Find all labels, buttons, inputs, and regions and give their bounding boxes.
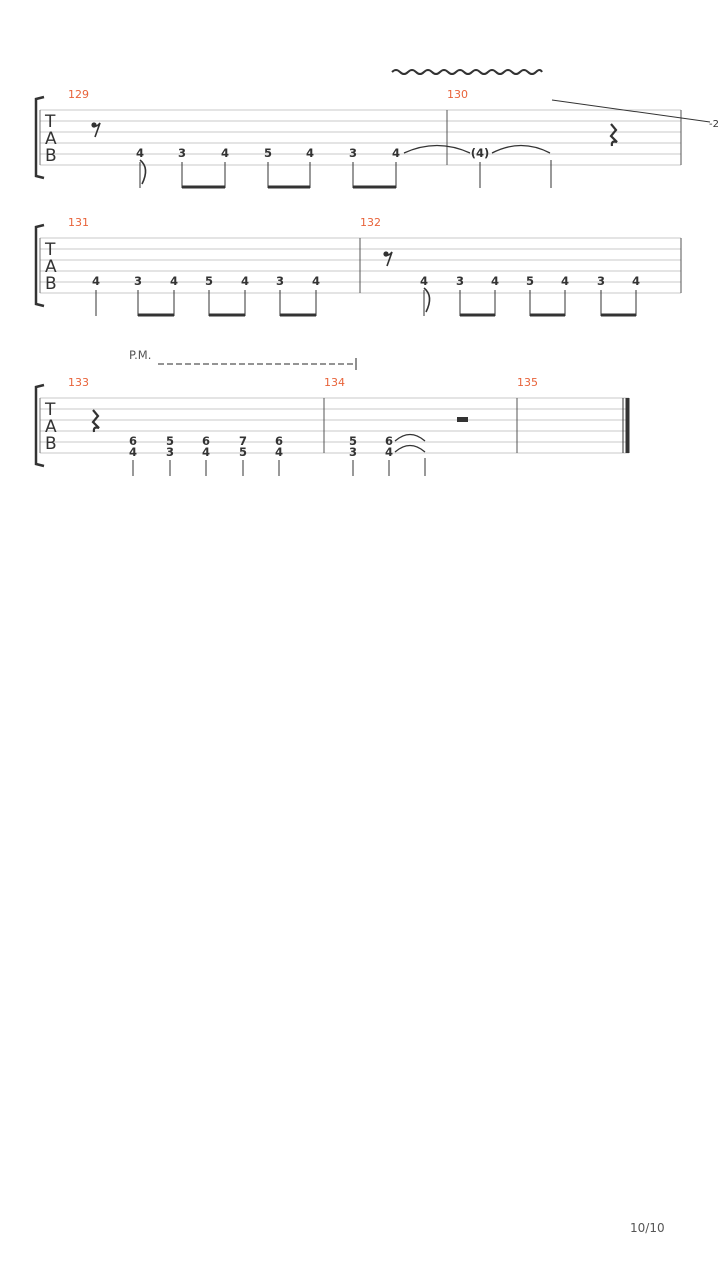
palm-mute-label: P.M.	[129, 348, 152, 362]
fret-number: 3	[133, 274, 143, 288]
half-rest	[457, 417, 468, 422]
fret-number: 4	[135, 146, 145, 160]
eighth-rest	[383, 251, 392, 266]
fret-number: 4	[274, 445, 284, 459]
tab-letter-a: A	[45, 129, 57, 149]
whammy-bar-line	[552, 100, 710, 122]
tab-letter-a: A	[45, 257, 57, 277]
tie	[404, 146, 470, 154]
system-2	[36, 216, 681, 316]
tab-letter-b: B	[45, 146, 57, 166]
fret-number: 5	[263, 146, 273, 160]
fret-number: 3	[177, 146, 187, 160]
note-stems	[140, 160, 396, 188]
fret-number: 3	[596, 274, 606, 288]
measure-number: 129	[68, 88, 89, 101]
eighth-rest	[91, 122, 100, 137]
fret-number: 4	[201, 445, 211, 459]
fret-number: 4	[311, 274, 321, 288]
tie	[395, 435, 425, 442]
system-3	[36, 348, 630, 476]
fret-number: 4	[220, 146, 230, 160]
note-stems	[353, 458, 425, 476]
tab-letter-t: T	[45, 400, 56, 420]
fret-number: 4	[305, 146, 315, 160]
fret-number: 4	[384, 445, 394, 459]
fret-number: 3	[348, 146, 358, 160]
fret-number: 4	[169, 274, 179, 288]
fret-number: 4	[91, 274, 101, 288]
whammy-bar-value: -2	[709, 119, 719, 130]
system-1	[36, 70, 719, 188]
fret-number: 4	[240, 274, 250, 288]
fret-number: 3	[165, 445, 175, 459]
fret-number: 4	[391, 146, 401, 160]
note-stems	[96, 290, 316, 316]
fret-number: 7	[238, 434, 248, 448]
measure-number: 131	[68, 216, 89, 229]
final-barline-thick	[626, 398, 630, 453]
fret-number: 5	[525, 274, 535, 288]
fret-number: 6	[128, 434, 138, 448]
tab-letter-a: A	[45, 417, 57, 437]
fret-number: 5	[348, 434, 358, 448]
fret-number: 5	[204, 274, 214, 288]
tab-letter-t: T	[45, 240, 56, 260]
quarter-rest	[93, 410, 99, 432]
page-number: 10/10	[630, 1221, 665, 1235]
measure-number: 133	[68, 376, 89, 389]
fret-number: (4)	[470, 146, 490, 160]
fret-number: 4	[128, 445, 138, 459]
tab-letter-b: B	[45, 274, 57, 294]
vibrato-marking	[392, 70, 542, 74]
measure-number: 135	[517, 376, 538, 389]
tie	[492, 146, 550, 154]
note-stems	[133, 460, 279, 476]
fret-number: 6	[274, 434, 284, 448]
measure-number: 134	[324, 376, 345, 389]
fret-number: 3	[455, 274, 465, 288]
tab-letter-t: T	[45, 112, 56, 132]
measure-number: 132	[360, 216, 381, 229]
fret-number: 4	[419, 274, 429, 288]
fret-number: 4	[490, 274, 500, 288]
fret-number: 3	[275, 274, 285, 288]
measure-number: 130	[447, 88, 468, 101]
tie	[395, 446, 425, 453]
fret-number: 6	[384, 434, 394, 448]
note-stems	[424, 288, 636, 316]
fret-number: 5	[165, 434, 175, 448]
fret-number: 4	[560, 274, 570, 288]
fret-number: 3	[348, 445, 358, 459]
fret-number: 6	[201, 434, 211, 448]
fret-number: 4	[631, 274, 641, 288]
tab-letter-b: B	[45, 434, 57, 454]
fret-number: 5	[238, 445, 248, 459]
